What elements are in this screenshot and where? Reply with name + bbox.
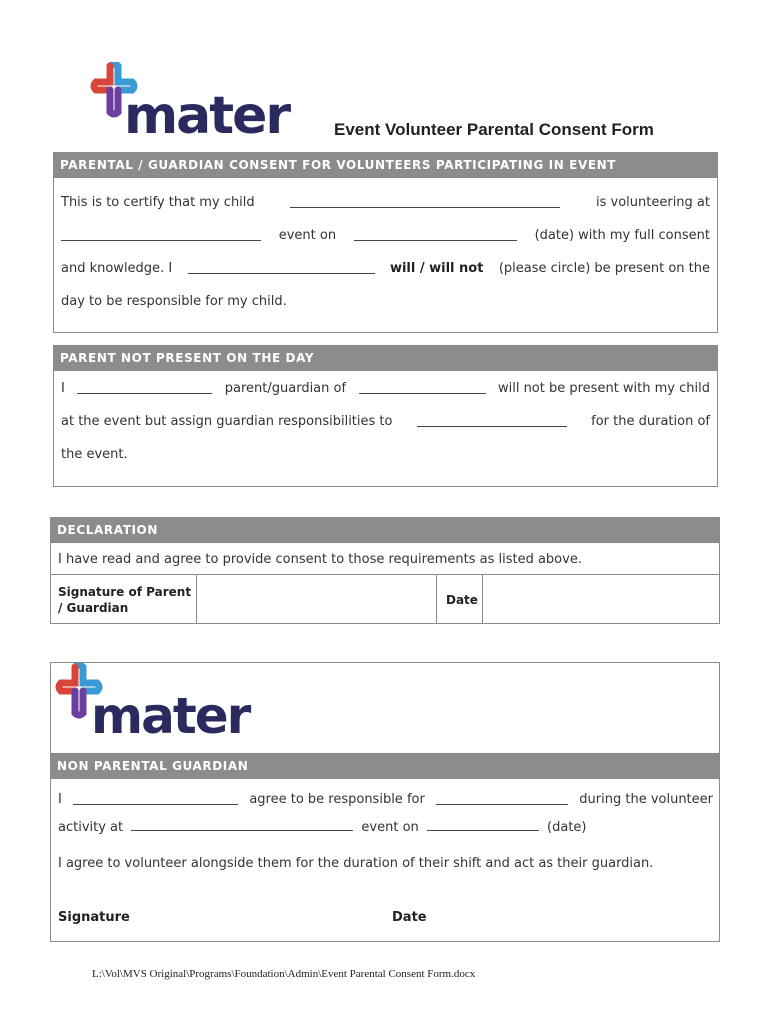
section-heading: PARENT NOT PRESENT ON THE DAY [54, 346, 717, 371]
mater-wordmark: mater [91, 687, 250, 745]
not-present-line-2 [61, 414, 710, 430]
guardian-text: activity at [58, 820, 124, 835]
event-date-field[interactable] [427, 818, 539, 831]
file-path-footer: L:\Vol\MVS Original\Programs\Foundation\Admin\Event Parental Consent Form.docx [92, 968, 476, 980]
consent-text: This is to certify that my child [61, 195, 255, 210]
signature-label-cell [51, 575, 197, 624]
signature-label: / Guardian [58, 601, 129, 615]
guardian-text: agree to be responsible for [249, 792, 425, 807]
signature-label: Signature [58, 910, 130, 925]
guardian-text: event on [361, 820, 419, 835]
consent-text: is volunteering at [596, 195, 710, 210]
section-heading: NON PARENTAL GUARDIAN [51, 753, 719, 779]
child-name-field[interactable] [290, 195, 560, 208]
guardian-date-field[interactable] [431, 903, 701, 933]
declaration-table [51, 574, 719, 624]
signature-label: Signature of Parent [58, 585, 192, 599]
declaration-section [50, 517, 720, 624]
declaration-text: I have read and agree to provide consent to those requirements as listed above. [58, 552, 582, 567]
parent-name-field[interactable] [188, 261, 375, 274]
non-parental-guardian-section [50, 662, 720, 942]
guardian-line-1 [58, 792, 713, 808]
not-present-line-1 [61, 381, 710, 397]
consent-text: (please circle) be present on the [498, 261, 710, 276]
not-present-text: parent/guardian of [224, 381, 347, 396]
section-heading: DECLARATION [51, 518, 719, 543]
parent-signature-field[interactable] [197, 575, 437, 624]
consent-line-4: day to be responsible for my child. [61, 294, 287, 309]
section-heading: PARENTAL / GUARDIAN CONSENT FOR VOLUNTEERS PARTICIPATING IN EVENT [54, 153, 717, 178]
consent-line-1 [61, 195, 710, 211]
will-will-not-choice[interactable]: will / will not [389, 261, 484, 276]
not-present-text: I [61, 381, 65, 396]
consent-text: (date) with my full consent [534, 228, 710, 243]
event-name-field[interactable] [61, 228, 261, 241]
guardian-text: (date) [547, 820, 587, 835]
guardian-text: during the volunteer [579, 792, 713, 807]
form-title: Event Volunteer Parental Consent Form [334, 120, 654, 139]
consent-text: event on [278, 228, 337, 243]
mater-logo [88, 62, 328, 146]
guardian-text: I [58, 792, 62, 807]
guardian-name-field[interactable] [73, 792, 238, 805]
guardian-agreement: I agree to volunteer alongside them for the duration of their shift and act as their guardian. [58, 856, 654, 871]
guardian-line-2 [58, 818, 587, 836]
consent-section [53, 152, 718, 333]
mater-wordmark: mater [124, 86, 290, 146]
date-label: Date [446, 593, 478, 607]
consent-text: and knowledge. I [61, 261, 173, 276]
event-date-field[interactable] [354, 228, 517, 241]
activity-field[interactable] [131, 818, 353, 831]
date-label-cell [437, 575, 483, 624]
guardian-signature-field[interactable] [141, 903, 381, 933]
declaration-date-field[interactable] [483, 575, 719, 624]
not-present-text: at the event but assign guardian responsibilities to [61, 414, 393, 429]
child-name-field[interactable] [436, 792, 568, 805]
child-name-field[interactable] [359, 381, 486, 394]
consent-line-3 [61, 261, 710, 277]
consent-line-2 [61, 228, 710, 244]
not-present-text: will not be present with my child [497, 381, 710, 396]
parent-name-field[interactable] [77, 381, 212, 394]
parent-not-present-section [53, 345, 718, 487]
not-present-line-3: the event. [61, 447, 128, 462]
guardian-name-field[interactable] [417, 414, 567, 427]
date-label: Date [392, 910, 427, 925]
mater-logo [55, 663, 285, 745]
not-present-text: for the duration of [591, 414, 710, 429]
